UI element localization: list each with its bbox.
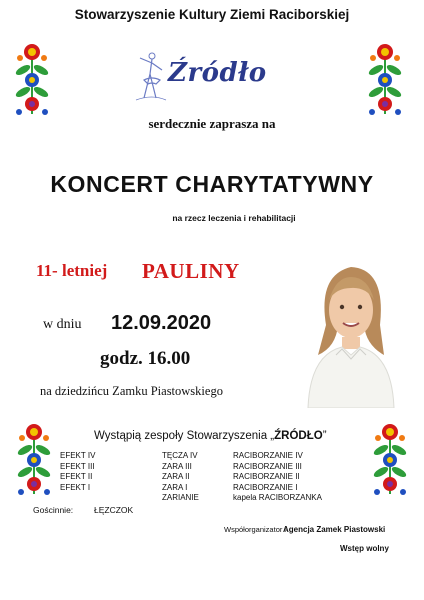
group-item: EFEKT I — [60, 482, 91, 492]
event-place: na dziedzińcu Zamku Piastowskiego — [40, 384, 223, 398]
group-item: RACIBORZANIE III — [233, 461, 302, 471]
guests-label: Gościnnie: — [33, 505, 74, 515]
event-purpose: na rzecz leczenia i rehabilitacji — [172, 213, 296, 223]
coorganizer-label: Współorganizator : — [224, 525, 287, 534]
guests-name: ŁĘZCZOK — [94, 505, 134, 515]
invitation-text: serdecznie zaprasza na — [148, 116, 276, 131]
organization-title: Stowarzyszenie Kultury Ziemi Raciborskiej — [74, 7, 350, 22]
folk-flower-ornament-icon — [370, 420, 410, 500]
group-item: RACIBORZANIE IV — [233, 451, 303, 460]
groups-heading — [94, 430, 327, 442]
event-date: 12.09.2020 — [111, 312, 212, 334]
group-item: TĘCZA IV — [162, 451, 198, 460]
logo-text: Źródło — [168, 58, 267, 88]
beneficiary-age: 11- letniej — [36, 261, 108, 280]
group-item: ZARA II — [162, 472, 190, 481]
beneficiary-name: PAULINY — [142, 259, 240, 283]
group-item: RACIBORZANIE II — [233, 472, 300, 481]
folk-flower-ornament-icon — [12, 40, 52, 120]
group-item: ZARA I — [162, 482, 188, 492]
group-column-1 — [60, 451, 95, 493]
event-time: godz. 16.00 — [100, 348, 191, 369]
folk-flower-ornament-icon — [14, 420, 54, 500]
group-item: EFEKT II — [60, 472, 93, 481]
group-item: EFEKT III — [60, 461, 95, 471]
groups-heading-prefix: Wystąpią zespoły Stowarzyszenia „ — [94, 430, 275, 442]
folk-flower-ornament-icon — [365, 40, 405, 120]
coorganizer-name: Agencja Zamek Piastowski — [283, 525, 386, 534]
group-column-2 — [162, 451, 199, 504]
group-item: kapela RACIBORZANKA — [233, 493, 322, 502]
groups-heading-suffix: ” — [322, 430, 327, 442]
group-item: EFEKT IV — [60, 451, 96, 460]
group-item: RACIBORZANIE I — [233, 482, 298, 492]
group-item: ZARA III — [162, 461, 192, 471]
groups-heading-name: ŹRÓDŁO — [274, 430, 323, 442]
event-title: KONCERT CHARYTATYWNY — [50, 171, 374, 197]
girl-photo — [296, 255, 406, 408]
group-item: ZARIANIE — [162, 493, 199, 502]
group-column-3 — [233, 451, 322, 504]
free-entry-note: Wstęp wolny — [340, 544, 389, 553]
date-prefix: w dniu — [43, 317, 82, 332]
